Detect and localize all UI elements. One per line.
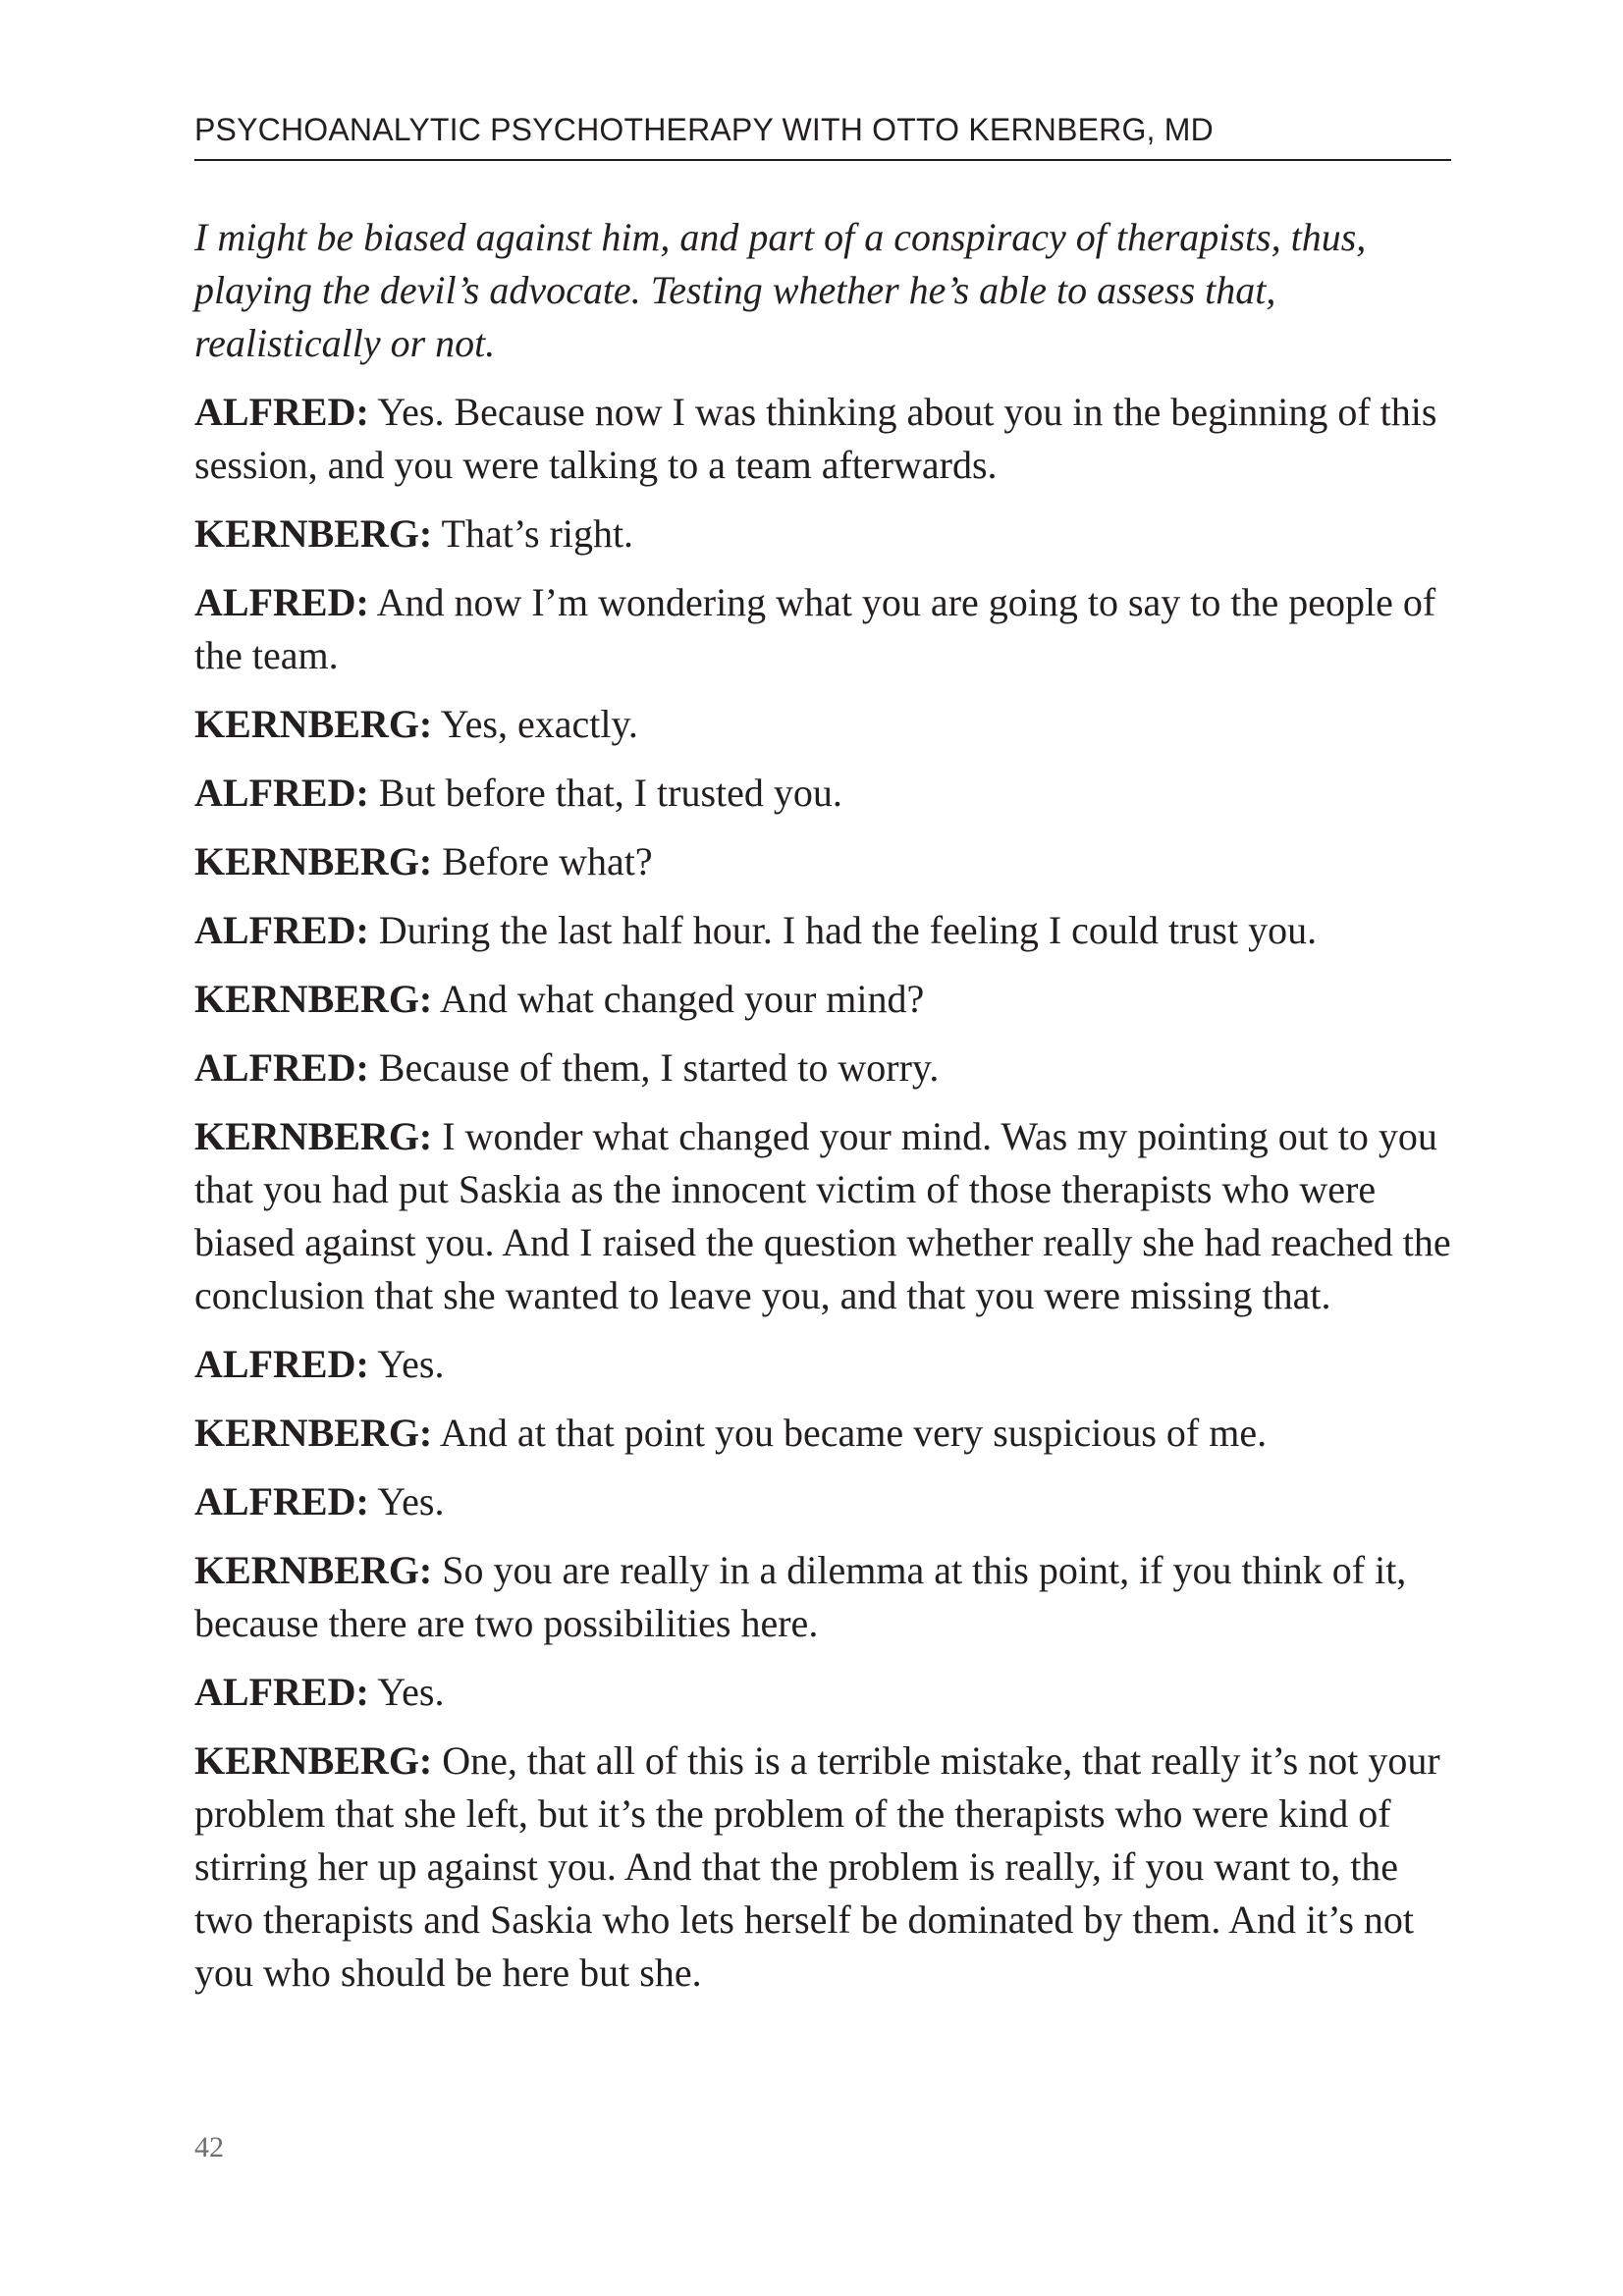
speaker-label: ALFRED:: [194, 390, 369, 434]
speaker-label: KERNBERG:: [194, 702, 433, 746]
dialogue-turn: [194, 1041, 1456, 1095]
speaker-label: KERNBERG:: [194, 977, 433, 1021]
speaker-label: ALFRED:: [194, 580, 369, 624]
speech-text: Yes.: [377, 1342, 445, 1386]
dialogue-turn: [194, 973, 1456, 1026]
speech-text: Yes.: [377, 1670, 445, 1714]
page-number: 42: [194, 2131, 224, 2163]
speaker-label: KERNBERG:: [194, 1738, 433, 1783]
speaker-label: KERNBERG:: [194, 1114, 433, 1158]
speaker-label: KERNBERG:: [194, 511, 433, 556]
dialogue-turn: [194, 1475, 1456, 1528]
speech-text: Yes. Because now I was thinking about you in the beginning of this session, and you were talking to a team afterwards.: [194, 390, 1437, 487]
speech-text: Before what?: [442, 839, 653, 883]
page-body: [194, 211, 1456, 2015]
speech-text: But before that, I trusted you.: [378, 771, 842, 815]
dialogue-turn: [194, 904, 1456, 957]
dialogue-turn: [194, 698, 1456, 751]
speaker-label: ALFRED:: [194, 1479, 369, 1523]
speech-text: Because of them, I started to worry.: [378, 1045, 940, 1090]
speech-text: And now I’m wondering what you are going to say to the people of the team.: [194, 580, 1436, 677]
speech-text: That’s right.: [441, 511, 634, 556]
dialogue-turn: [194, 1338, 1456, 1391]
speaker-label: KERNBERG:: [194, 1411, 433, 1455]
dialogue-turn: [194, 386, 1456, 492]
speaker-label: KERNBERG:: [194, 1548, 433, 1592]
speech-text: One, that all of this is a terrible mistake, that really it’s not your problem that she left, but it’s the problem of the therapists who were kind of stirring her up against you. And that the problem is really, if you want to, the two therapists and Saskia who lets herself be dominated by them. And it’s not you who should be here but she.: [194, 1738, 1440, 1995]
dialogue-turn: [194, 1666, 1456, 1719]
italic-commentary: I might be biased against him, and part of a conspiracy of therapists, thus, playing the devil’s advocate. Testing whether he’s able to assess that, realistically or not.: [194, 215, 1367, 365]
speech-text: And what changed your mind?: [440, 977, 925, 1021]
dialogue-turn: [194, 767, 1456, 820]
dialogue-turn: [194, 507, 1456, 561]
header-rule: [194, 159, 1451, 161]
dialogue-turn: [194, 1407, 1456, 1460]
dialogue-turn: [194, 1544, 1456, 1650]
speaker-label: ALFRED:: [194, 908, 369, 952]
speaker-label: ALFRED:: [194, 771, 369, 815]
speaker-label: KERNBERG:: [194, 839, 433, 883]
speaker-label: ALFRED:: [194, 1342, 369, 1386]
dialogue-turn: [194, 835, 1456, 888]
speech-text: And at that point you became very suspicious of me.: [440, 1411, 1268, 1455]
speech-text: Yes.: [377, 1479, 445, 1523]
speech-text: So you are really in a dilemma at this point, if you think of it, because there are two possibilities here.: [194, 1548, 1407, 1645]
speech-text: I wonder what changed your mind. Was my pointing out to you that you had put Saskia as the innocent victim of those therapists who were biased against you. And I raised the question whether really she had reached the conclusion that she wanted to leave you, and that you were missing that.: [194, 1114, 1451, 1317]
speech-text: Yes, exactly.: [440, 702, 638, 746]
dialogue-turn: [194, 576, 1456, 682]
speech-text: During the last half hour. I had the feeling I could trust you.: [378, 908, 1318, 952]
speaker-label: ALFRED:: [194, 1045, 369, 1090]
dialogue-turn: [194, 1110, 1456, 1322]
running-head: PSYCHOANALYTIC PSYCHOTHERAPY WITH OTTO KERNBERG, MD: [194, 112, 1214, 147]
dialogue-turn: [194, 1735, 1456, 2000]
speaker-label: ALFRED:: [194, 1670, 369, 1714]
